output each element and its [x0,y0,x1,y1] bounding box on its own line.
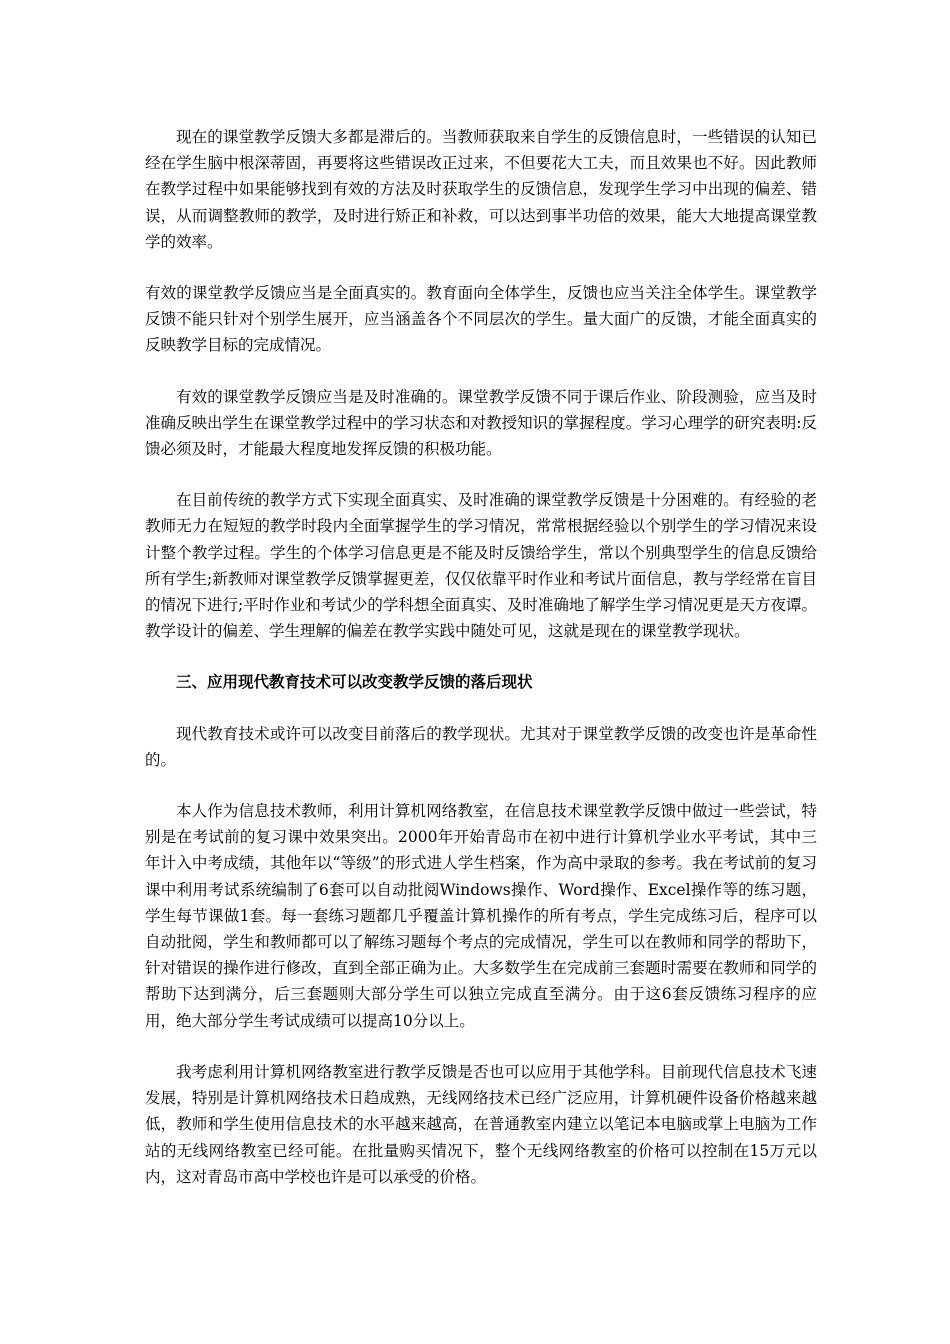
paragraph-timely-feedback: 有效的课堂教学反馈应当是及时准确的。课堂教学反馈不同于课后作业、阶段测验，应当及时准确反映出学生在课堂教学过程中的学习状态和对教授知识的掌握程度。学习心理学的研究表明:反馈必须及时，才能最大程度地发挥反馈的积极功能。 [145,387,817,459]
paragraph-modern-technology: 现代教育技术或许可以改变目前落后的教学现状。尤其对于课堂教学反馈的改变也许是革命性的。 [145,724,817,769]
paragraph-personal-practice: 本人作为信息技术教师，利用计算机网络教室，在信息技术课堂教学反馈中做过一些尝试，特别是在考试前的复习课中效果突出。2000年开始青岛市在初中进行计算机学业水平考试，其中三年计入中考成绩，其他年以“等级”的形式进人学生档案，作为高中录取的参考。我在考试前的复习课中利用考试系统编制了6套可以自动批阅Windows操作、Word操作、Excel操作等的练习题，学生每节课做1套。每一套练习题都几乎覆盖计算机操作的所有考点，学生完成练习后，程序可以自动批阅，学生和教师都可以了解练习题每个考点的完成情况，学生可以在教师和同学的帮助下，针对错误的操作进行修改，直到全部正确为止。大多数学生在完成前三套题时需要在教师和同学的帮助下达到满分，后三套题则大部分学生可以独立完成直至满分。由于这6套反馈练习程序的应用，绝大部分学生考试成绩可以提高10分以上。 [145,802,817,1030]
paragraph-feedback-lag: 现在的课堂教学反馈大多都是滞后的。当教师获取来自学生的反馈信息时，一些错误的认知已经在学生脑中根深蒂固，再要将这些错误改正过来，不但要花大工夫，而且效果也不好。因此教师在教学过程中如果能够找到有效的方法及时获取学生的反馈信息，发现学生学习中出现的偏差、错误，从而调整教师的教学，及时进行矫正和补救，可以达到事半功倍的效果，能大大地提高课堂教学的效率。 [145,128,817,251]
section-heading: 三、应用现代教育技术可以改变教学反馈的落后现状 [176,673,533,692]
document-body [145,124,817,1215]
paragraph-other-subjects: 我考虑利用计算机网络教室进行教学反馈是否也可以应用于其他学科。目前现代信息技术飞速发展，特别是计算机网络技术日趋成熟，无线网络技术已经广泛应用，计算机硬件设备价格越来越低，教师和学生使用信息技术的水平越来越高，在普通教室内建立以笔记本电脑或掌上电脑为工作站的无线网络教室已经可能。在批量购买情况下，整个无线网络教室的价格可以控制在15万元以内，这对青岛市高中学校也许是可以承受的价格。 [145,1062,817,1186]
paragraph-comprehensive-feedback: 有效的课堂教学反馈应当是全面真实的。教育面向全体学生，反馈也应当关注全体学生。课堂教学反馈不能只针对个别学生展开，应当涵盖各个不同层次的学生。量大面广的反馈，才能全面真实的反映教学目标的完成情况。 [145,284,817,355]
paragraph-traditional-difficulty: 在目前传统的教学方式下实现全面真实、及时准确的课堂教学反馈是十分困难的。有经验的老教师无力在短短的教学时段内全面掌握学生的学习情况，常常根据经验以个别学生的学习情况来设计整个教学过程。学生的个体学习信息更是不能及时反馈给学生，常以个别典型学生的信息反馈给所有学生;新教师对课堂教学反馈掌握更差，仅仅依靠平时作业和考试片面信息，教与学经常在盲目的情况下进行;平时作业和考试少的学科想全面真实、及时准确地了解学生学习情况更是天方夜谭。教学设计的偏差、学生理解的偏差在教学实践中随处可见，这就是现在的课堂教学现状。 [145,491,817,641]
